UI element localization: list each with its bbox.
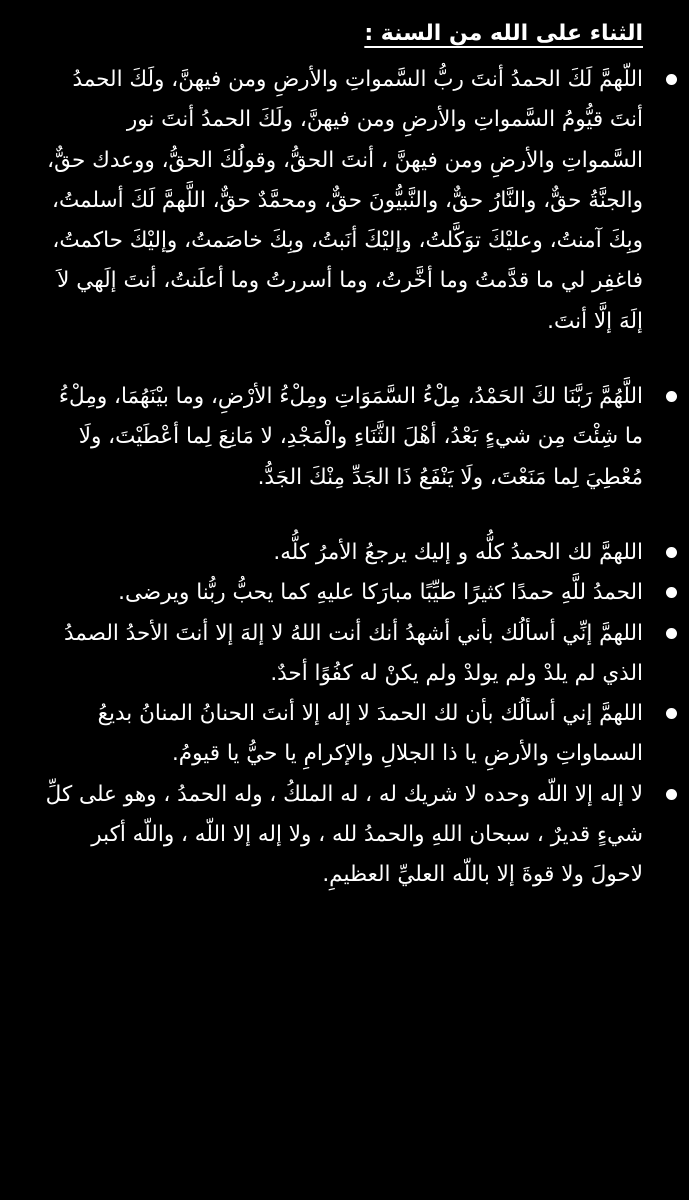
bullet-icon	[666, 587, 677, 598]
bullet-icon	[666, 708, 677, 719]
list-item	[40, 573, 643, 613]
bullet-icon	[666, 74, 677, 85]
list-item	[40, 533, 643, 573]
list-item-text: الحمدُ للَّهِ حمدًا كثيرًا طيِّبًا مبارَكا عليهِ كما يحبُّ ربُّنا ويرضى.	[118, 580, 643, 606]
list-item-text: لا إله إلا اللّه وحده لا شريك له ، له الملكُ ، وله الحمدُ ، وهو على كلِّ شيءٍ قديرٌ ، سبحان اللهِ والحمدُ لله ، ولا إله إلا اللّه ، واللّه أكبر لاحولَ ولا قوةَ إلا باللّه العليِّ العظيمِ.	[45, 781, 643, 888]
list-item-text: اللّهمَّ لَكَ الحمدُ أنتَ ربُّ السَّمواتِ والأرضِ ومن فيهنَّ، ولَكَ الحمدُ أنتَ قيُّومُ السَّمواتِ والأرضِ ومن فيهنَّ، ولَكَ الحمدُ أنتَ نور السَّمواتِ والأرضِ ومن فيهنَّ ، أنتَ الحقُّ، وقولُكَ الحقُّ، ووعدك حقٌّ، والجنَّةُ حقٌّ، والنَّارُ حقٌّ، والنَّبيُّونَ حقٌّ، ومحمَّدٌ حقٌّ، اللَّهمَّ لَكَ أسلمتُ، وبِكَ آمنتُ، وعليْكَ توَكَّلتُ، وإليْكَ أنَبتُ، وبِكَ خاصَمتُ، وإليْكَ حاكمتُ، فاغفِر لي ما قدَّمتُ وما أخَّرتُ، وما أسررتُ وما أعلَنتُ، أنتَ إلَهي لاَ إلَهَ إلَّا أنتَ.	[47, 67, 643, 334]
list-item	[40, 60, 643, 342]
bullet-icon	[666, 391, 677, 402]
list-item	[40, 775, 643, 896]
bullet-icon	[666, 628, 677, 639]
bullet-icon	[666, 547, 677, 558]
list-item	[40, 614, 643, 695]
bullet-icon	[666, 789, 677, 800]
paragraph-spacer	[40, 342, 643, 377]
paragraph-spacer	[40, 498, 643, 533]
list-item-text: اللَّهُمَّ رَبَّنَا لكَ الحَمْدُ، مِلْءُ السَّمَوَاتِ ومِلْءُ الأرْضِ، وما بيْنَهُمَا، ومِلْءُ ما شِئْتَ مِن شيءٍ بَعْدُ، أهْلَ الثَّنَاءِ والْمَجْدِ، لا مَانِعَ لِما أعْطَيْتَ، ولَا مُعْطِيَ لِما مَنَعْتَ، ولَا يَنْفَعُ ذَا الجَدِّ مِنْكَ الجَدُّ.	[58, 384, 643, 490]
page-title: الثناء على الله من السنة :	[364, 21, 643, 46]
list-item-text: اللهمَّ لك الحمدُ كلُّه و إليك يرجعُ الأمرُ كلُّه.	[273, 539, 643, 565]
list-item-text: اللهمَّ إني أسألُك بأن لك الحمدَ لا إله إلا أنتَ الحنانُ المنانُ بديعُ السماواتِ والأرضِ يا ذا الجلالِ والإكرامِ يا حيُّ يا قيومُ.	[97, 701, 643, 767]
list-item	[40, 694, 643, 775]
list-item	[40, 377, 643, 498]
list-item-text: اللهمَّ إنِّي أسألُك بأني أشهدُ أنك أنت اللهُ لا إلهَ إلا أنتَ الأحدُ الصمدُ الذي لم يلدْ ولم يولدْ ولم يكنْ له كفُوًا أحدٌ.	[63, 620, 643, 686]
